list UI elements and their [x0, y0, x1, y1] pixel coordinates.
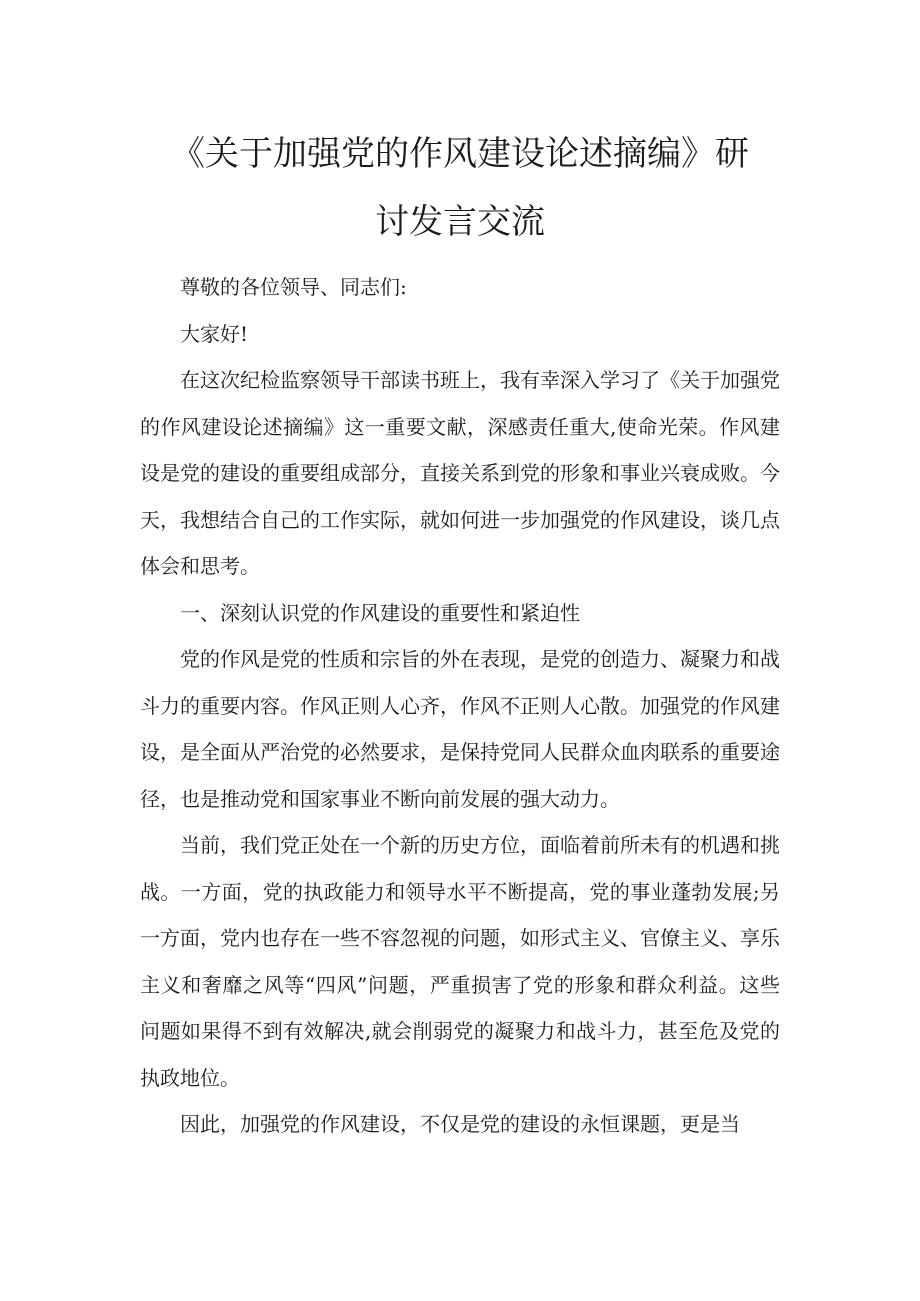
body-paragraph-2: 当前，我们党正处在一个新的历史方位，面临着前所未有的机遇和挑战。一方面，党的执政能力和领导水平不断提高，党的事业蓬勃发展;另一方面，党内也存在一些不容忽视的问题，如形式主义、官僚主义、享乐主义和奢靡之风等“四风”问题，严重损害了党的形象和群众利益。这些问题如果得不到有效解决,就会削弱党的凝聚力和战斗力，甚至危及党的执政地位。 [140, 833, 780, 1090]
document-body [140, 264, 780, 1148]
body-paragraph-1: 党的作风是党的性质和宗旨的外在表现，是党的创造力、凝聚力和战斗力的重要内容。作风正则人心齐，作风不正则人心散。加强党的作风建设，是全面从严治党的必然要求，是保持党同人民群众血肉联系的重要途径，也是推动党和国家事业不断向前发展的强大动力。 [140, 647, 780, 811]
salutation: 尊敬的各位领导、同志们: [180, 275, 407, 299]
body-paragraph-3: 因此，加强党的作风建设，不仅是党的建设的永恒课题，更是当 [180, 1112, 740, 1136]
greeting: 大家好! [180, 321, 249, 346]
section-heading-1: 一、深刻认识党的作风建设的重要性和紧迫性 [180, 600, 580, 625]
document-title-line-1: 《关于加强党的作风建设论述摘编》研 [171, 134, 749, 174]
document-title-line-2: 讨发言交流 [375, 202, 545, 242]
intro-paragraph: 在这次纪检监察领导干部读书班上，我有幸深入学习了《关于加强党的作风建设论述摘编》这一重要文献，深感责任重大,使命光荣。作风建设是党的建设的重要组成部分，直接关系到党的形象和事业兴衰成败。今天，我想结合自己的工作实际，就如何进一步加强党的作风建设，谈几点体会和思考。 [140, 368, 780, 578]
